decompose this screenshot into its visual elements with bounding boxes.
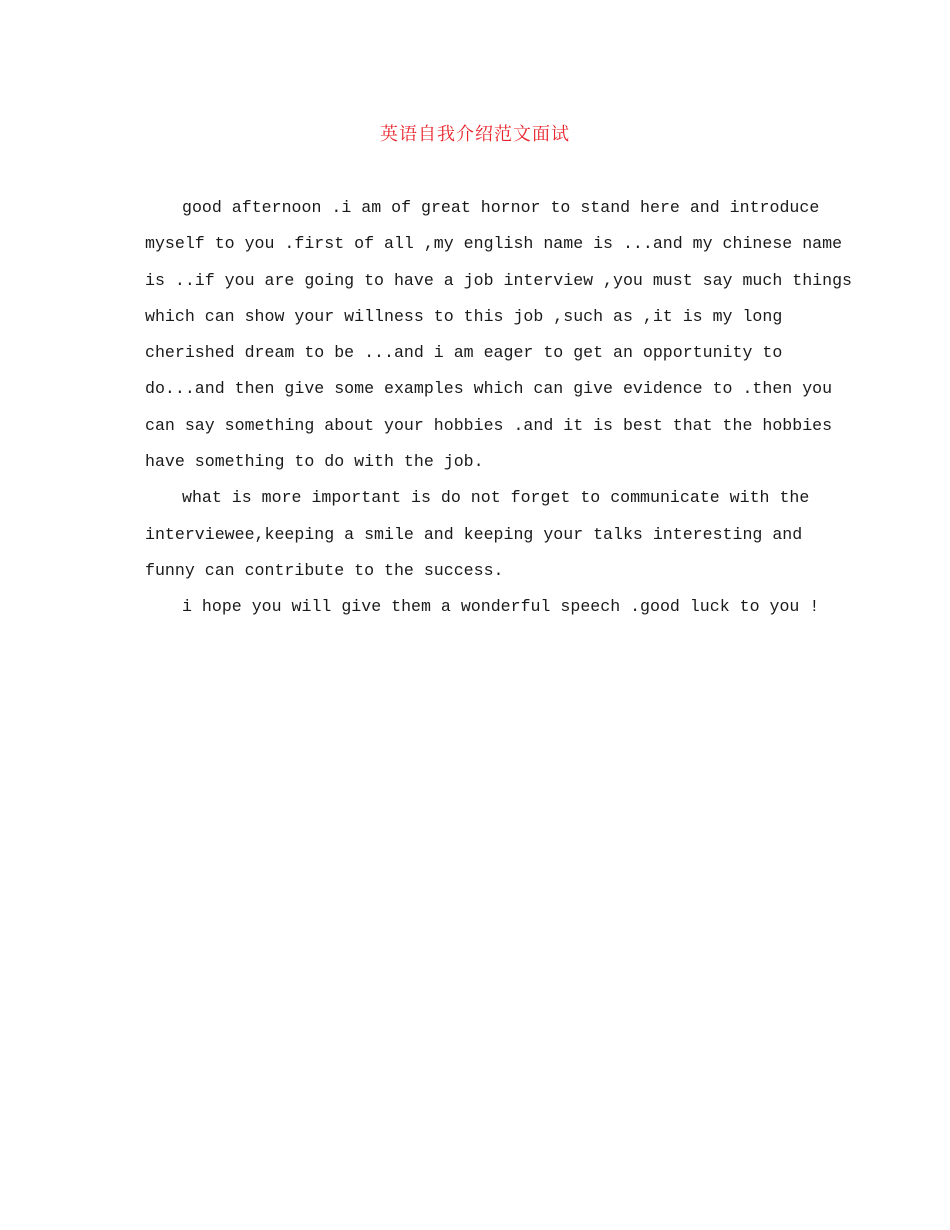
paragraph-line: interviewee,keeping a smile and keeping your talks interesting and (145, 524, 803, 544)
paragraph-line: i hope you will give them a wonderful speech .good luck to you ! (182, 597, 820, 617)
paragraph-line: funny can contribute to the success. (145, 560, 504, 580)
document-body (145, 190, 853, 626)
paragraph-3 (145, 589, 820, 625)
document-title: 英语自我介绍范文面试 (380, 124, 570, 145)
paragraph-line: can say something about your hobbies .and it is best that the hobbies (145, 415, 833, 435)
paragraph-line: is ..if you are going to have a job interview ,you must say much things (145, 270, 853, 290)
paragraph-line: do...and then give some examples which can give evidence to .then you (145, 379, 833, 399)
paragraph-line: what is more important is do not forget to communicate with the (182, 488, 810, 508)
paragraph-line: which can show your willness to this job ,such as ,it is my long (145, 306, 783, 326)
paragraph-line: cherished dream to be ...and i am eager to get an opportunity to (145, 343, 783, 363)
paragraph-line: have something to do with the job. (145, 452, 484, 472)
paragraph-1 (145, 190, 853, 480)
paragraph-line: good afternoon .i am of great hornor to stand here and introduce (182, 198, 820, 217)
paragraph-line: myself to you .first of all ,my english name is ...and my chinese name (145, 234, 843, 254)
paragraph-2 (145, 480, 810, 589)
